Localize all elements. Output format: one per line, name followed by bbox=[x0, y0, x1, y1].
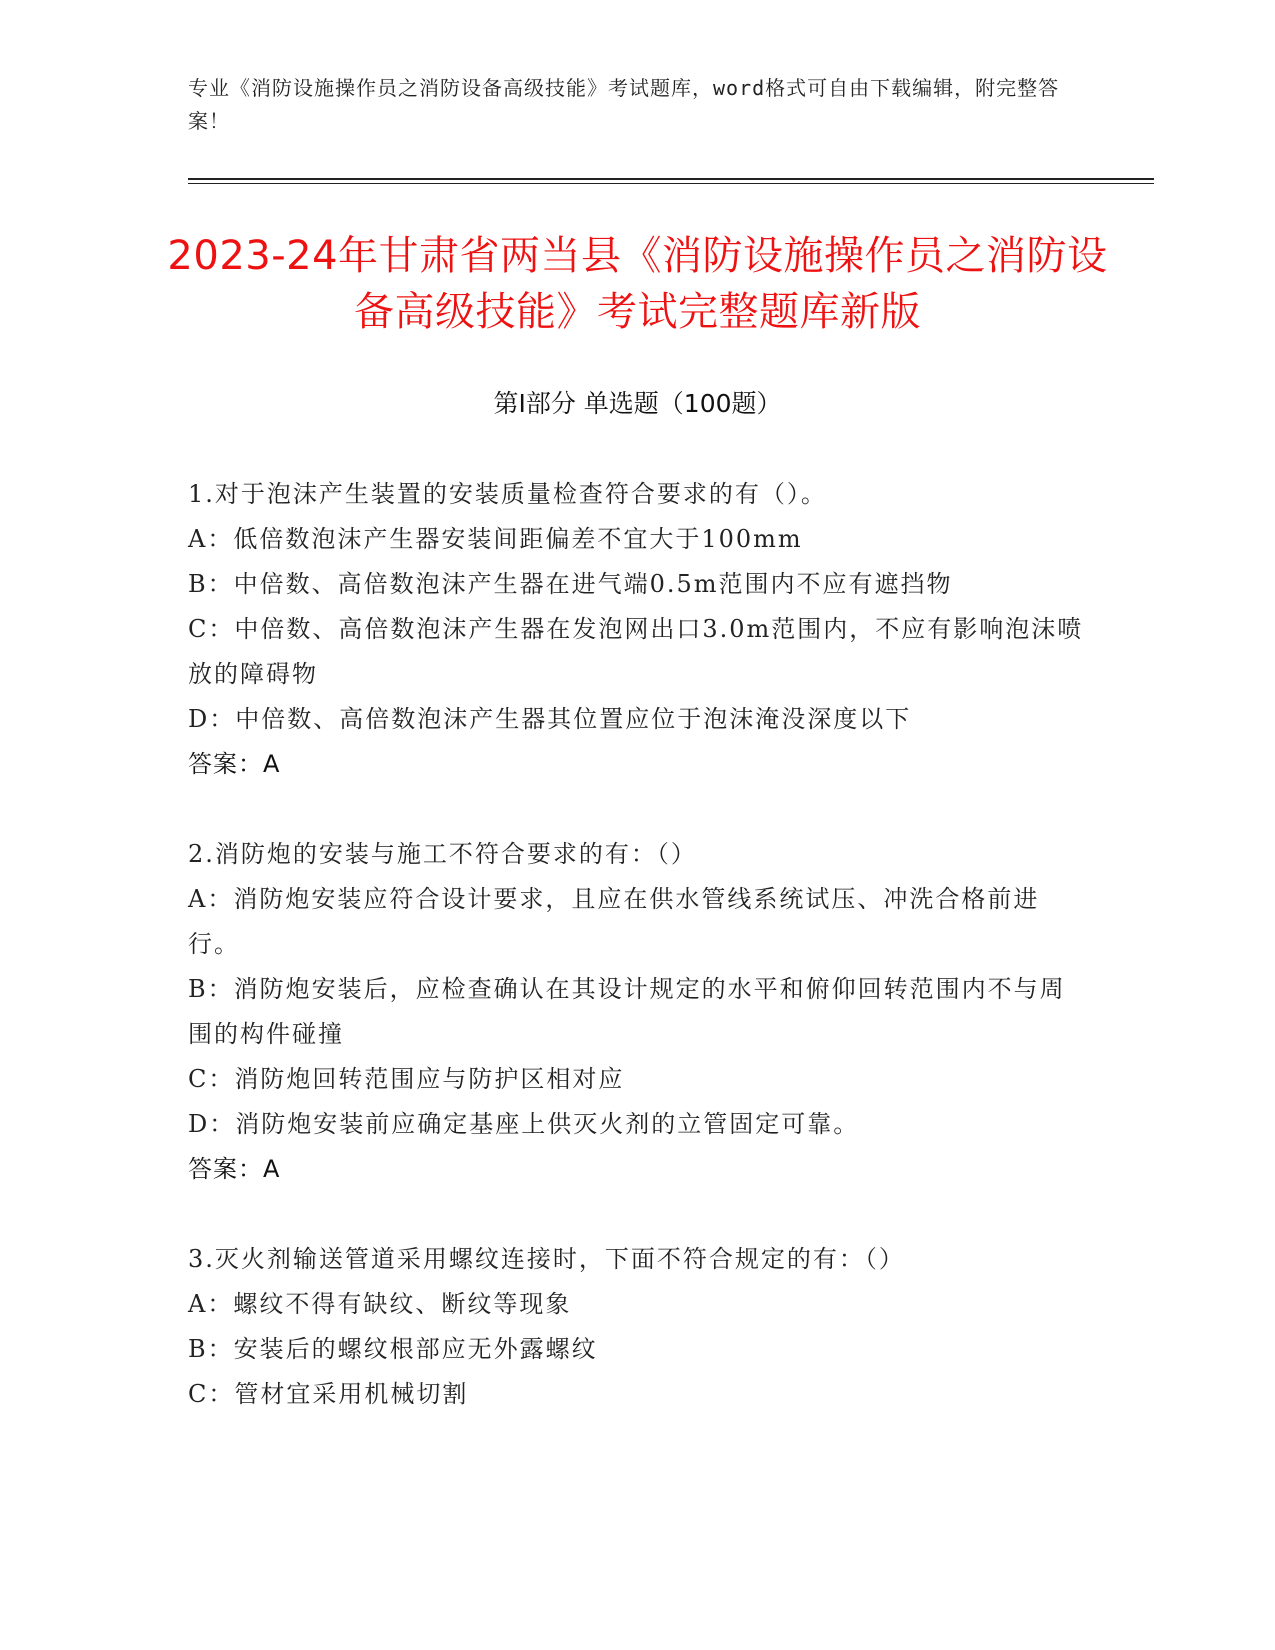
option-a: A：低倍数泡沫产生器安装间距偏差不宜大于100mm bbox=[188, 525, 803, 553]
option-c: C：中倍数、高倍数泡沫产生器在发泡网出口3.0m范围内，不应有影响泡沫喷放的障碍物 bbox=[188, 615, 1084, 688]
option-a: A：消防炮安装应符合设计要求，且应在供水管线系统试压、冲洗合格前进行。 bbox=[188, 885, 1040, 958]
option-b: B：消防炮安装后，应检查确认在其设计规定的水平和俯仰回转范围内不与周围的构件碰撞 bbox=[188, 975, 1066, 1048]
answer-line: 答案：A bbox=[188, 750, 281, 778]
option-a: A：螺纹不得有缺纹、断纹等现象 bbox=[188, 1290, 572, 1318]
question-stem: 2.消防炮的安装与施工不符合要求的有：（） bbox=[188, 840, 697, 868]
document-title: 2023-24年甘肃省两当县《消防设施操作员之消防设备高级技能》考试完整题库新版 bbox=[167, 233, 1108, 335]
question-stem: 1.对于泡沫产生装置的安装质量检查符合要求的有（）。 bbox=[188, 480, 827, 508]
question-item bbox=[188, 472, 1088, 787]
option-c: C：消防炮回转范围应与防护区相对应 bbox=[188, 1065, 625, 1093]
section-title: 第Ⅰ部分 单选题（100题） bbox=[493, 389, 782, 418]
option-d: D：消防炮安装前应确定基座上供灭火剂的立管固定可靠。 bbox=[188, 1110, 860, 1138]
question-list bbox=[188, 472, 1088, 1462]
header-divider-thick bbox=[188, 178, 1154, 180]
header-note: 专业《消防设施操作员之消防设备高级技能》考试题库，word格式可自由下载编辑，附完整答案！ bbox=[188, 76, 1060, 133]
question-stem: 3.灭火剂输送管道采用螺纹连接时，下面不符合规定的有：（） bbox=[188, 1245, 905, 1273]
option-b: B：中倍数、高倍数泡沫产生器在进气端0.5m范围内不应有遮挡物 bbox=[188, 570, 953, 598]
option-d: D：中倍数、高倍数泡沫产生器其位置应位于泡沫淹没深度以下 bbox=[188, 705, 912, 733]
answer-line: 答案：A bbox=[188, 1155, 281, 1183]
option-b: B：安装后的螺纹根部应无外露螺纹 bbox=[188, 1335, 598, 1363]
question-item bbox=[188, 1237, 1088, 1417]
question-item bbox=[188, 832, 1088, 1192]
option-c: C：管材宜采用机械切割 bbox=[188, 1380, 469, 1408]
header-divider-thin bbox=[188, 183, 1154, 184]
